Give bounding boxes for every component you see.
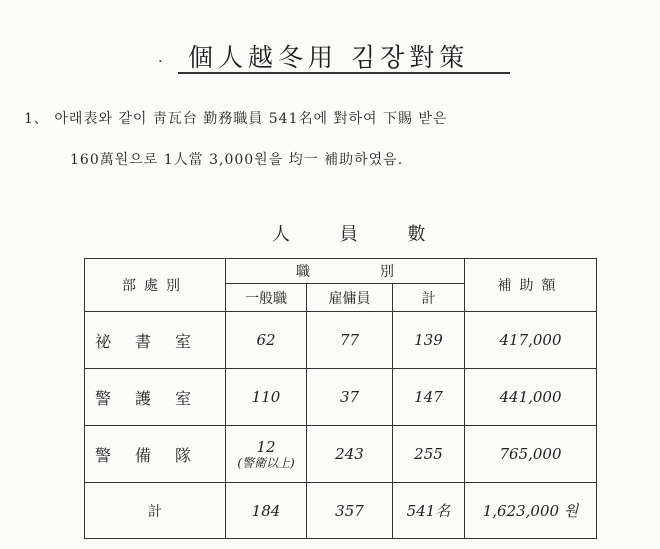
document-title: 個人越冬用 김장對策 (188, 43, 470, 72)
header-amount: 補助額 (465, 259, 597, 312)
stray-dot: . (158, 50, 163, 66)
header-employed: 雇傭員 (307, 284, 393, 312)
general-note: (警衛以上) (237, 456, 295, 470)
total-cell: 147 (393, 369, 465, 426)
table-row (85, 312, 597, 369)
header-dept: 部處別 (85, 259, 226, 312)
general-cell: 110 (226, 369, 307, 426)
total-cell: 139 (393, 312, 465, 369)
amount-cell: 417,000 (465, 312, 597, 369)
amount-cell: 441,000 (465, 369, 597, 426)
employed-cell: 77 (307, 312, 393, 369)
dept-cell: 警護室 (85, 369, 226, 426)
header-job-type: 職 別 (226, 259, 465, 284)
employed-cell: 243 (307, 426, 393, 483)
total-cell: 541名 (393, 483, 465, 539)
title-underline (178, 72, 510, 74)
general-value: 12 (256, 438, 276, 456)
paragraph-line-1: 1、 아래表와 같이 靑瓦台 勤務職員 541名에 對하여 下賜 받은 (24, 111, 448, 127)
employed-cell: 357 (307, 483, 393, 539)
general-cell: 184 (226, 483, 307, 539)
table-row (85, 369, 597, 426)
header-subtotal: 計 (393, 284, 465, 312)
table-row (85, 426, 597, 483)
table-caption: 人 員 數 (272, 224, 448, 245)
total-row (85, 483, 597, 539)
dept-cell: 警備隊 (85, 426, 226, 483)
general-cell (226, 426, 307, 483)
amount-cell: 1,623,000 원 (465, 483, 597, 539)
total-label-cell: 計 (85, 483, 226, 539)
header-general: 一般職 (226, 284, 307, 312)
employed-cell: 37 (307, 369, 393, 426)
paragraph-line-2: 160萬원으로 1人當 3,000원을 均一 補助하였음. (70, 152, 404, 168)
general-cell: 62 (226, 312, 307, 369)
amount-cell: 765,000 (465, 426, 597, 483)
dept-cell: 祕書室 (85, 312, 226, 369)
total-cell: 255 (393, 426, 465, 483)
staff-table (84, 258, 597, 539)
